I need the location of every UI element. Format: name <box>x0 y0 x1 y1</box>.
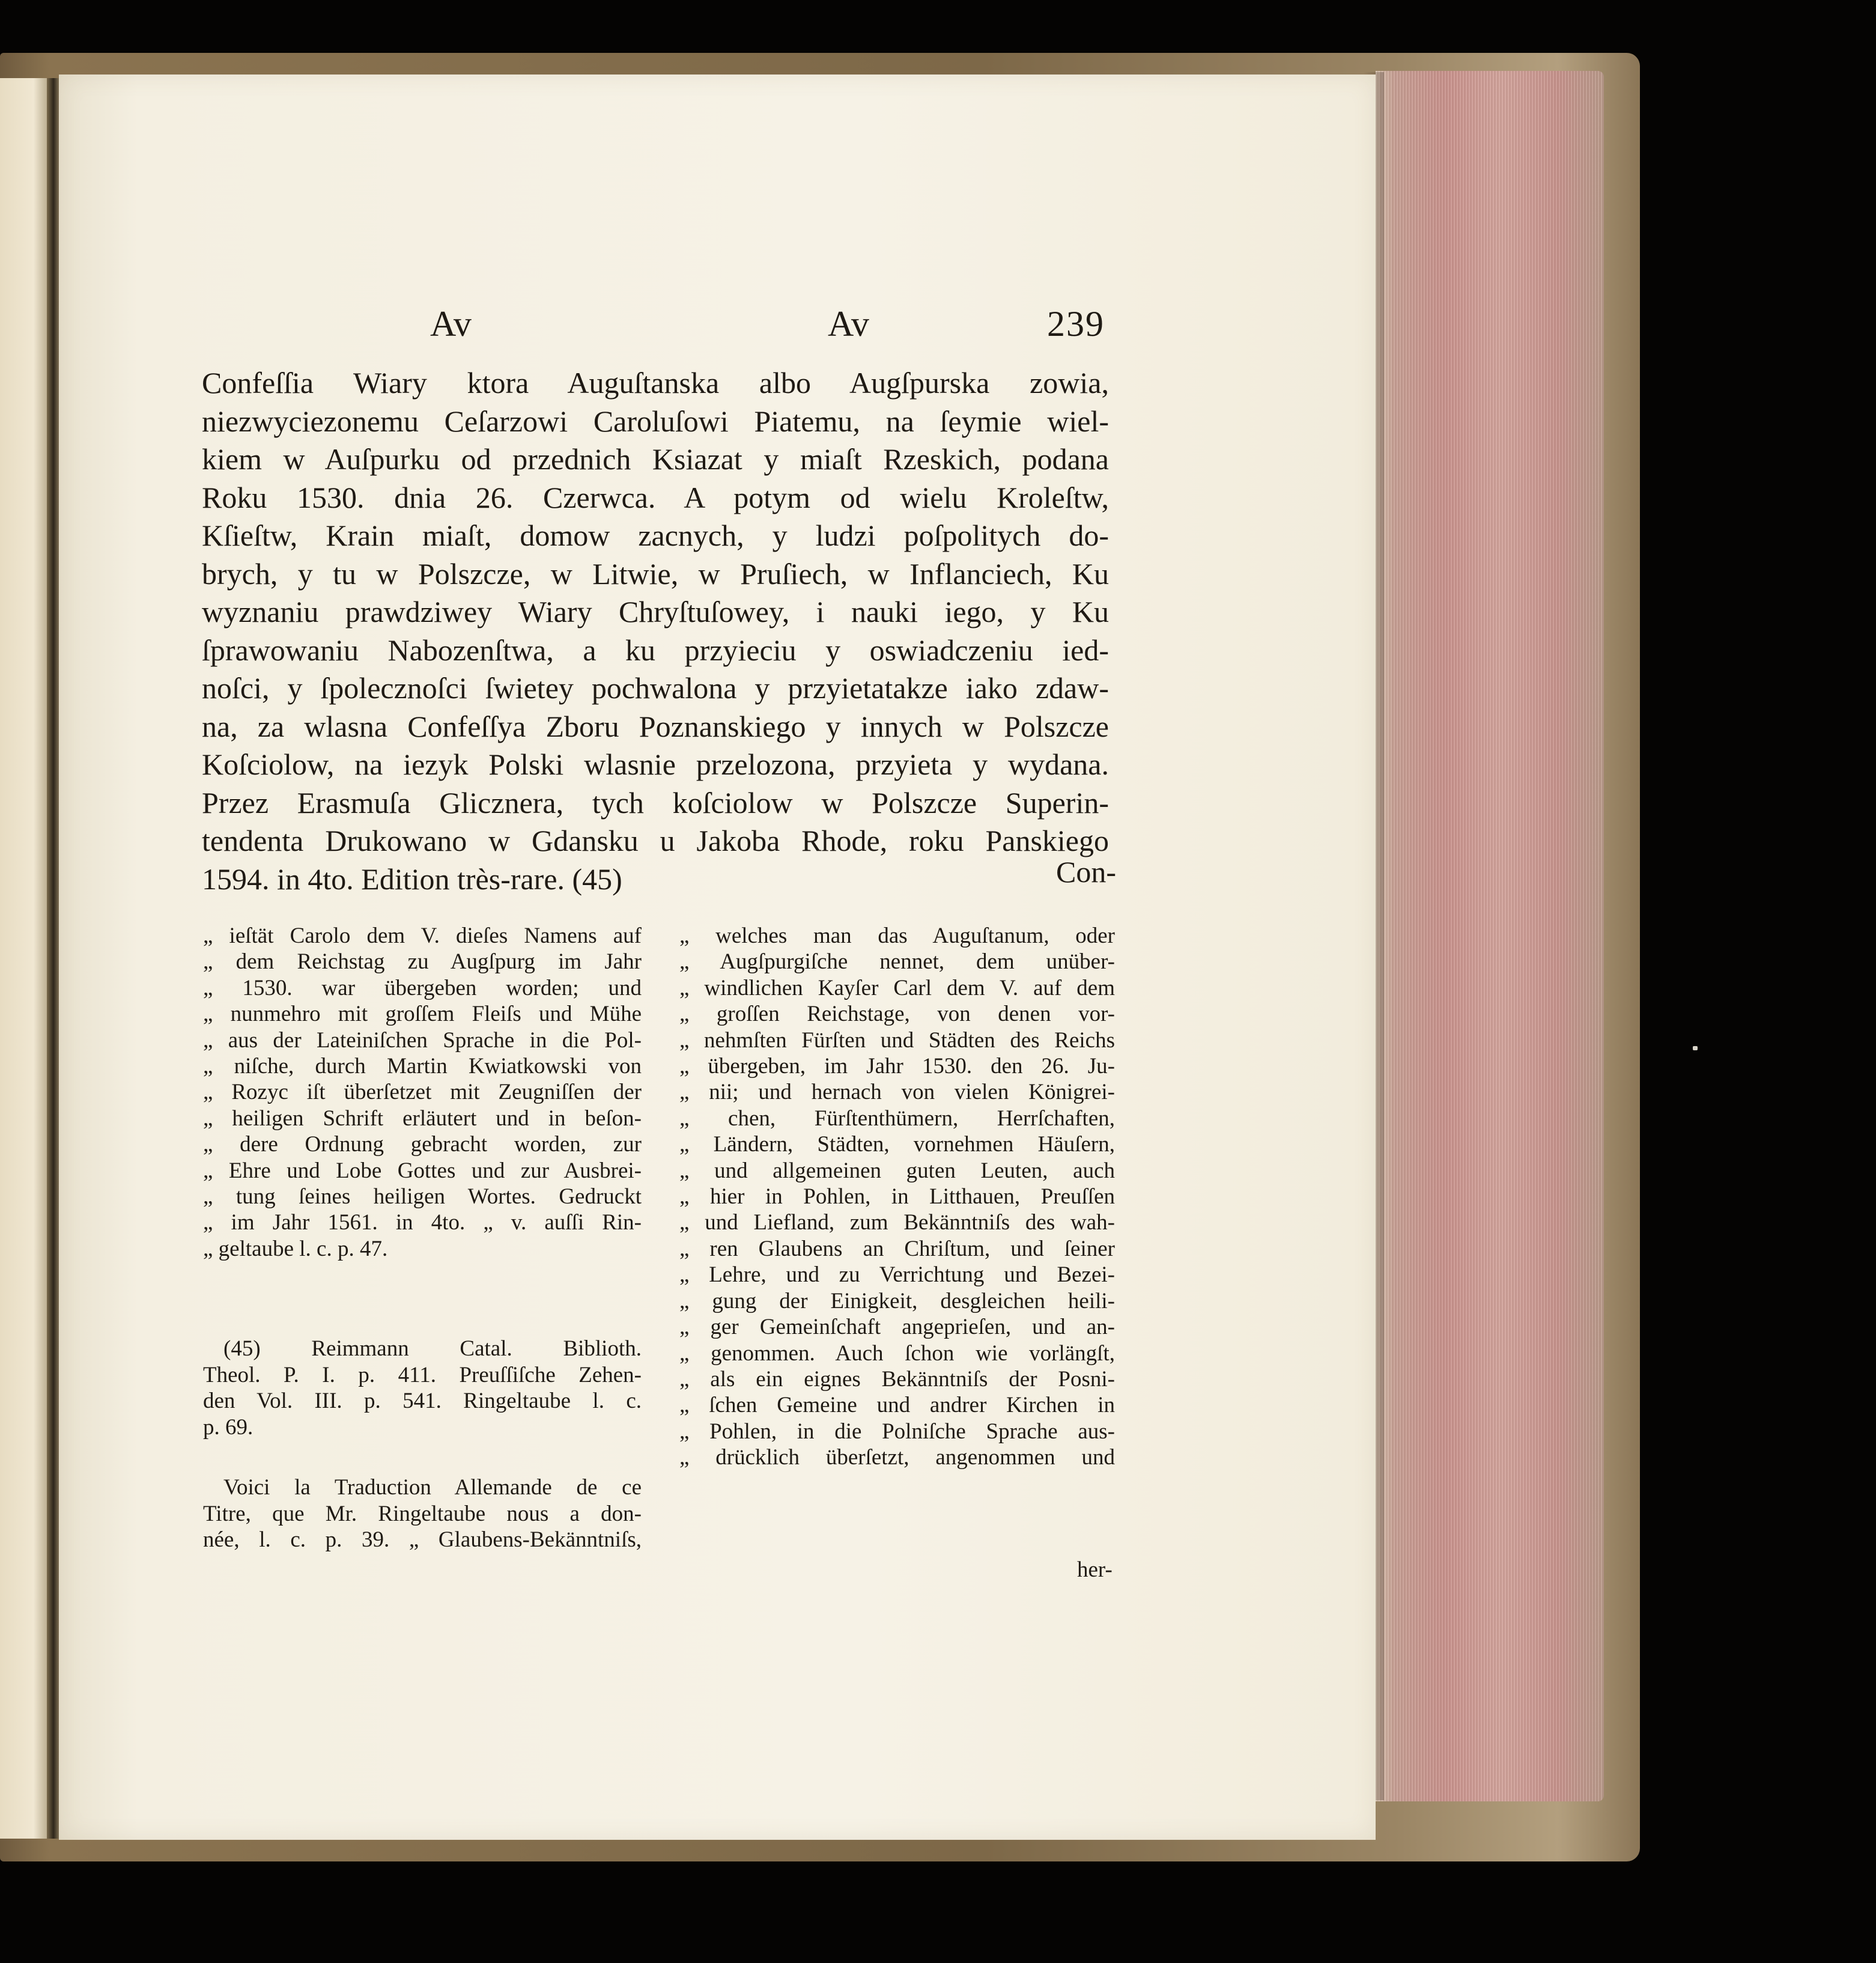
right-col-line: „ ren Glaubens an Chriſtum, und ſeiner <box>679 1236 1115 1261</box>
voici-line: Voici la Traduction Allemande de ce <box>223 1475 642 1500</box>
running-head-center: Av <box>828 304 869 344</box>
previous-page-edge <box>0 78 48 1839</box>
main-line: kiem w Auſpurku od przednich Ksiazat y miaſt Rzeskich, podana <box>202 442 1109 476</box>
left-col-line: „ tung ſeines heiligen Wortes. Gedruckt <box>203 1184 642 1210</box>
main-line: brych, y tu w Polszcze, w Litwie, w Pruſiech, w Inflanciech, Ku <box>202 556 1109 591</box>
page-239 <box>59 75 1376 1840</box>
page-number: 239 <box>1047 304 1105 344</box>
left-col-line: „ aus der Lateiniſchen Sprache in die Pol- <box>203 1027 642 1053</box>
running-head-left: Av <box>430 304 472 344</box>
main-line: na, za wlasna Confeſſya Zboru Poznanskiego y innych w Polszcze <box>202 709 1109 743</box>
voici-line: Titre, que Mr. Ringeltaube nous a don- <box>203 1501 642 1526</box>
right-col-line: „ windlichen Kayſer Carl dem V. auf dem <box>679 975 1115 1000</box>
right-column-translation <box>679 923 1115 1471</box>
right-col-line: „ nehmſten Fürſten und Städten des Reichs <box>679 1027 1115 1053</box>
left-col-line: „ nunmehro mit groſſem Fleiſs und Mühe <box>203 1002 642 1027</box>
main-line: Confeſſia Wiary ktora Auguſtanska albo Augſpurska zowia, <box>202 366 1109 400</box>
book-gutter <box>47 78 60 1839</box>
left-col-line: „ dem Reichstag zu Augſpurg im Jahr <box>203 949 642 975</box>
right-col-line: „ drücklich überſetzt, angenommen und <box>679 1445 1115 1470</box>
right-col-line: „ welches man das Auguſtanum, oder <box>679 924 1115 948</box>
right-col-line: „ ger Gemeinſchaft angeprieſen, und an- <box>679 1315 1115 1340</box>
left-col-line: „ geltaube l. c. p. 47. <box>203 1236 388 1261</box>
left-col-line: „ niſche, durch Martin Kwiatkowski von <box>203 1054 642 1079</box>
left-col-line: „ heiligen Schrift erläutert und in beſon- <box>203 1106 642 1131</box>
catchword-con: Con- <box>1056 855 1116 889</box>
main-line: tendenta Drukowano w Gdansku u Jakoba Rhode, roku Panskiego <box>202 824 1109 857</box>
catchword-her: her- <box>1077 1557 1113 1582</box>
right-col-line: „ groſſen Reichstage, von denen vor- <box>679 1002 1115 1027</box>
right-col-line: „ Ländern, Städten, vornehmen Häuſern, <box>679 1132 1115 1157</box>
main-line: Przez Erasmuſa Glicznera, tych koſciolow w Polszcze Superin- <box>202 785 1109 820</box>
left-col-line: „ im Jahr 1561. in 4to. „ v. auſſi Rin- <box>203 1210 642 1235</box>
main-line: 1594. in 4to. Edition très-rare. (45) <box>202 862 622 896</box>
footnote-45 <box>203 1336 642 1440</box>
right-col-line: „ chen, Fürſtenthümern, Herrſchaften, <box>679 1106 1115 1131</box>
left-col-line: „ ieſtät Carolo dem V. dieſes Namens auf <box>203 924 642 948</box>
main-line: ſprawowaniu Nabozenſtwa, a ku przyieciu y oswiadczeniu ied- <box>202 633 1109 667</box>
right-col-line: „ genommen. Auch ſchon wie vorlängſt, <box>679 1341 1115 1366</box>
main-line: wyznaniu prawdziwey Wiary Chryſtuſowey, i nauki iego, y Ku <box>202 595 1109 628</box>
voici-line: née, l. c. p. 39. „ Glaubens-Bekänntniſs, <box>203 1527 642 1552</box>
main-line: Koſciolow, na iezyk Polski wlasnie przelozona, przyieta y wydana. <box>202 747 1109 781</box>
right-col-line: „ und Liefland, zum Bekänntniſs des wah- <box>679 1210 1115 1235</box>
right-col-line: „ übergeben, im Jahr 1530. den 26. Ju- <box>679 1054 1115 1079</box>
voici-paragraph <box>203 1475 642 1553</box>
confession-title-entry <box>202 364 1109 898</box>
footnote-line: (45) Reimmann Catal. Biblioth. <box>223 1336 642 1361</box>
left-col-line: „ Rozyc iſt überſetzet mit Zeugniſſen der <box>203 1080 642 1105</box>
right-col-line: „ und allgemeinen guten Leuten, auch <box>679 1158 1115 1183</box>
right-col-line: „ Augſpurgiſche nennet, dem unüber- <box>679 949 1115 975</box>
left-column-translation <box>203 923 642 1262</box>
right-col-line: „ hier in Pohlen, in Litthauen, Preuſſen <box>679 1184 1115 1210</box>
footnote-line: den Vol. III. p. 541. Ringeltaube l. c. <box>203 1389 642 1413</box>
right-col-line: „ als ein eignes Bekänntniſs der Posni- <box>679 1366 1115 1392</box>
main-line: Roku 1530. dnia 26. Czerwca. A potym od wielu Kroleſtw, <box>202 480 1109 514</box>
right-col-line: „ Lehre, und zu Verrichtung und Bezei- <box>679 1262 1115 1288</box>
main-line: niezwyciezonemu Ceſarzowi Caroluſowi Piatemu, na ſeymie wiel- <box>202 404 1109 438</box>
page-block-fore-edge <box>1376 71 1604 1801</box>
left-col-line: „ dere Ordnung gebracht worden, zur <box>203 1132 642 1157</box>
right-col-line: „ gung der Einigkeit, desgleichen heili- <box>679 1288 1115 1313</box>
right-col-line: „ ſchen Gemeine und andrer Kirchen in <box>679 1393 1115 1418</box>
dust-speck <box>1693 1046 1698 1050</box>
footnote-line: p. 69. <box>203 1414 253 1440</box>
main-line: Kſieſtw, Krain miaſt, domow zacnych, y ludzi poſpolitych do- <box>202 519 1109 552</box>
main-line: noſci, y ſpolecznoſci ſwietey pochwalona y przyietatakze iako zdaw- <box>202 671 1109 705</box>
right-col-line: „ nii; und hernach von vielen Königrei- <box>679 1080 1115 1105</box>
footnote-line: Theol. P. I. p. 411. Preuſſiſche Zehen- <box>203 1362 642 1387</box>
left-col-line: „ 1530. war übergeben worden; und <box>203 975 642 1000</box>
left-col-line: „ Ehre und Lobe Gottes und zur Ausbrei- <box>203 1158 642 1183</box>
right-col-line: „ Pohlen, in die Polniſche Sprache aus- <box>679 1419 1115 1444</box>
